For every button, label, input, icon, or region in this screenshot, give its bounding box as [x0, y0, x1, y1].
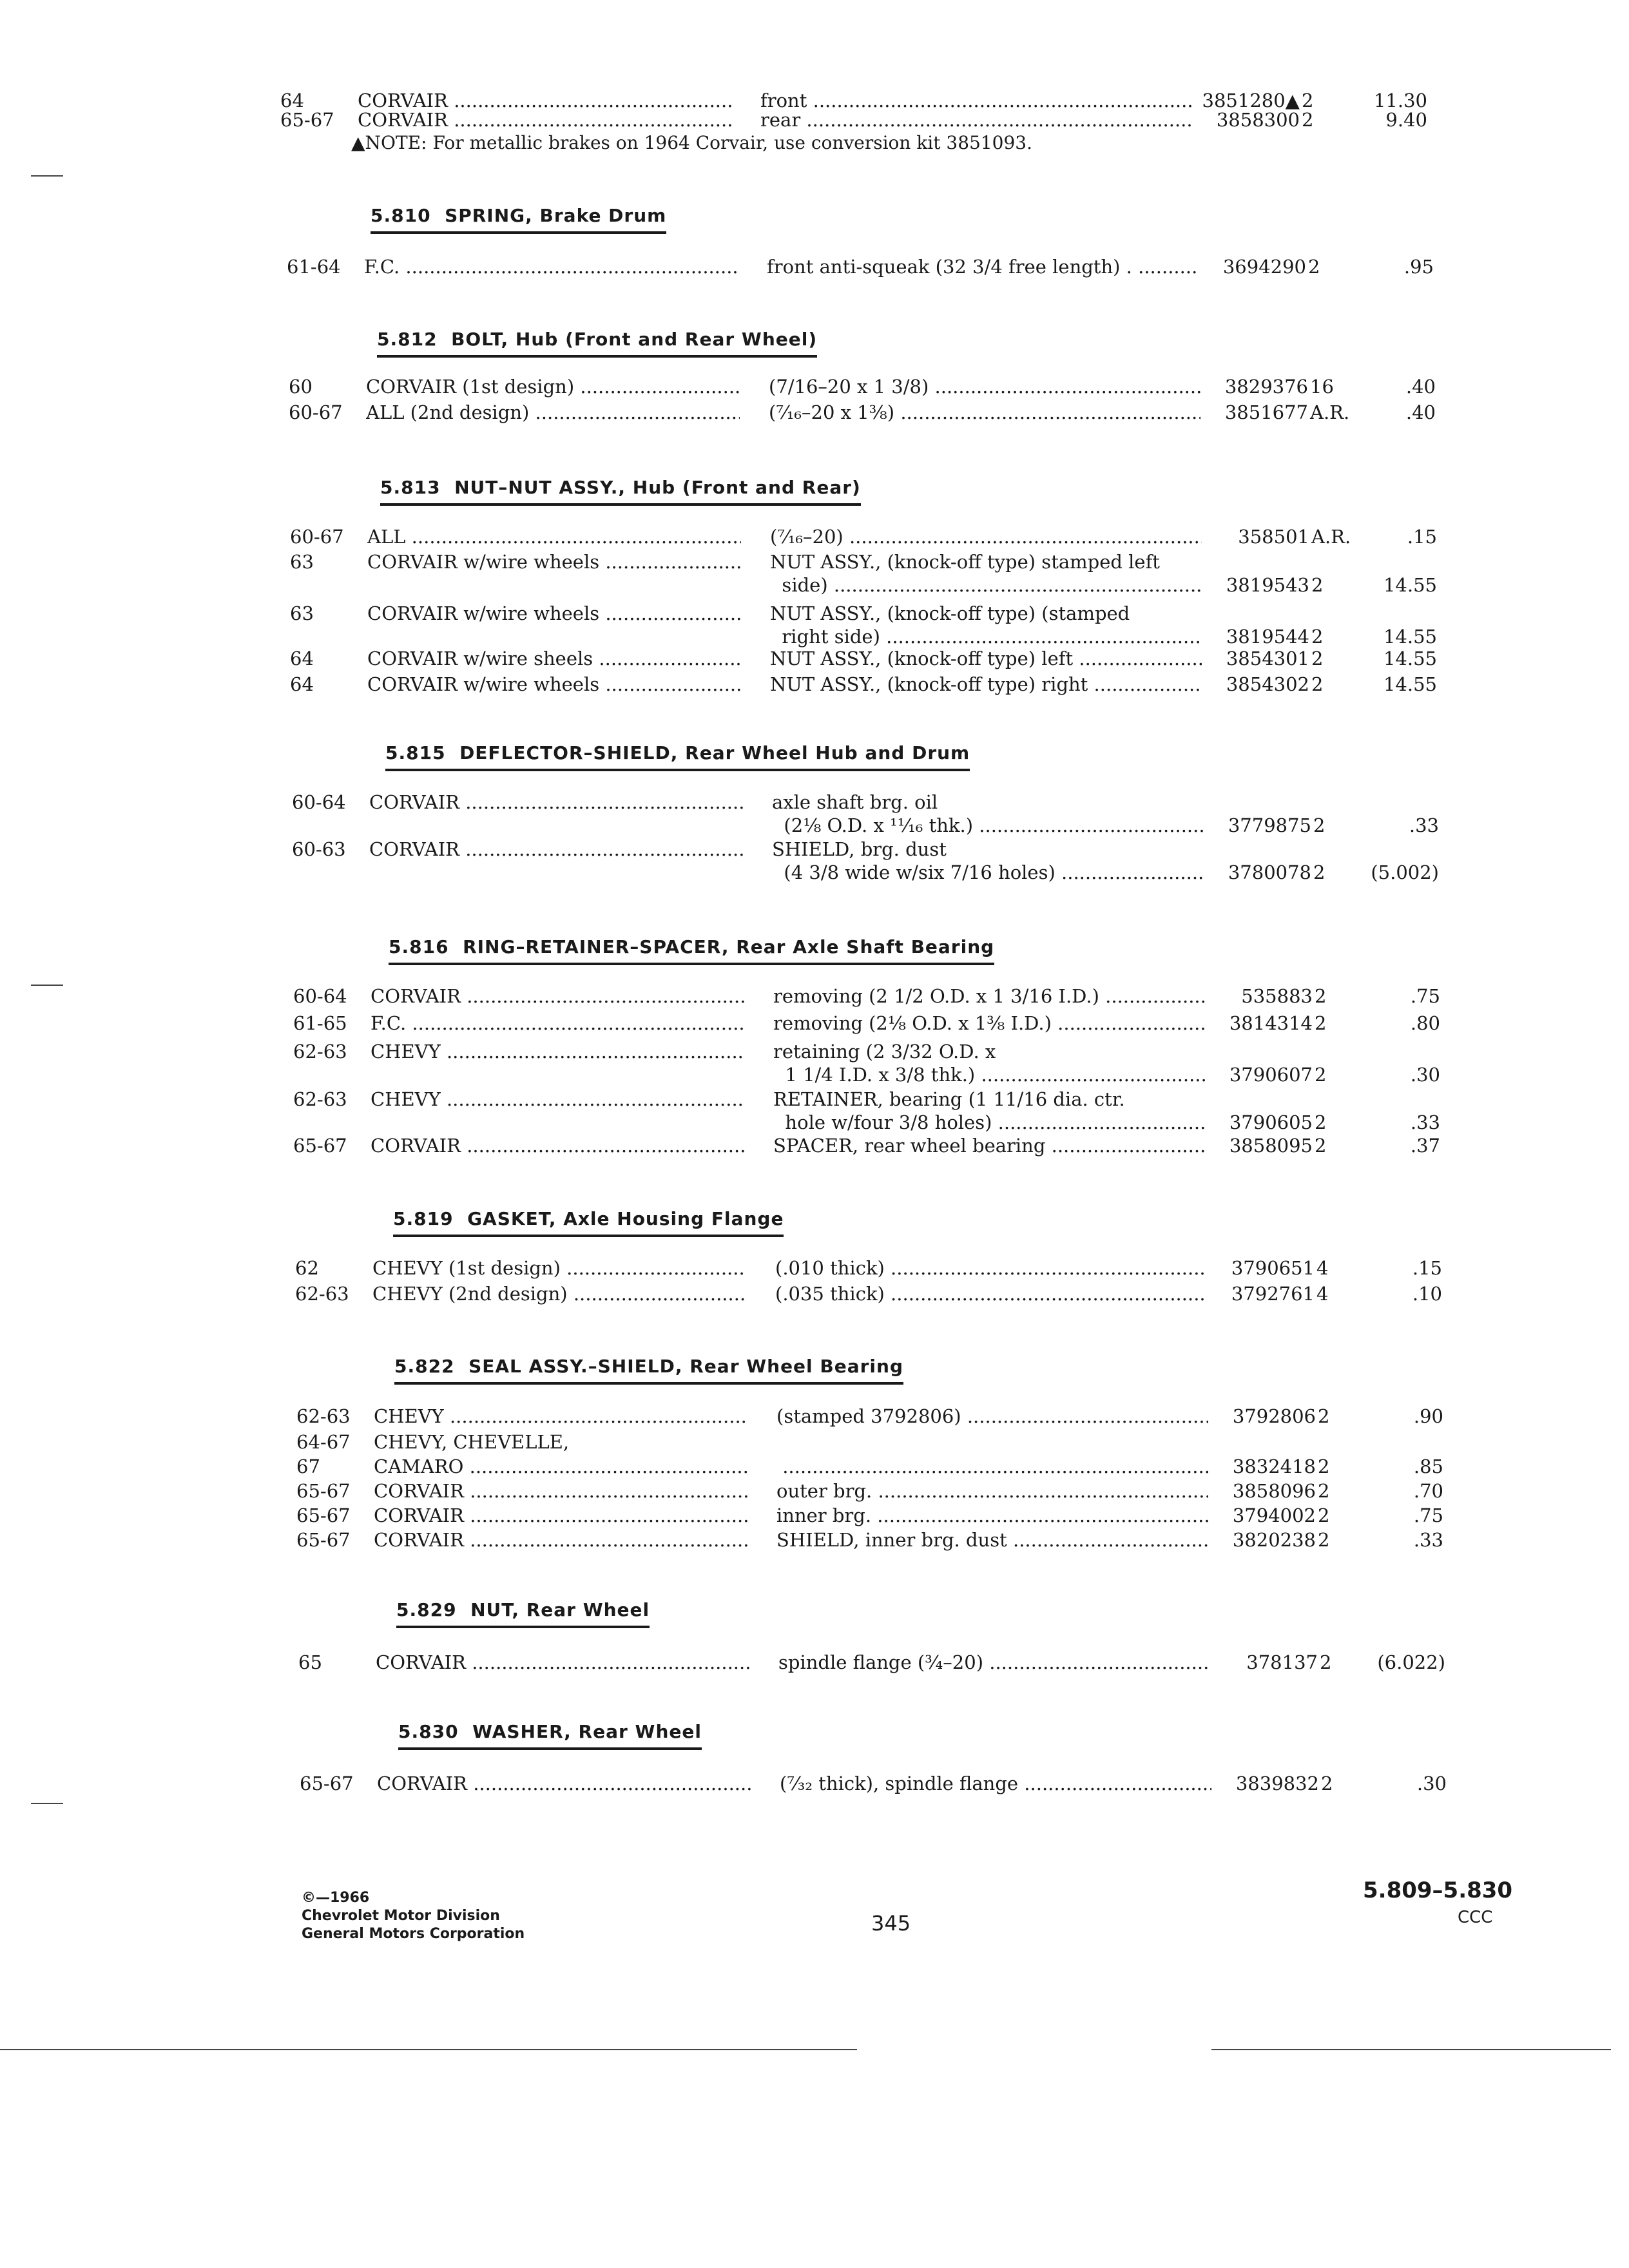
row-price: .75: [1410, 985, 1440, 1007]
section-header: 5.812 BOLT, Hub (Front and Rear Wheel): [377, 329, 817, 358]
row-model: CORVAIR (1st design) .....: [366, 375, 740, 398]
row-price: .40: [1405, 401, 1436, 423]
row-years: 63: [290, 602, 314, 624]
section-header: 5.830 WASHER, Rear Wheel: [398, 1721, 702, 1750]
row-part-number: 3851677: [1224, 401, 1308, 423]
row-model: CORVAIR w/wire sheels .....: [367, 647, 741, 670]
row-quantity: 2: [1321, 1773, 1333, 1794]
footer-corporation: General Motors Corporation: [302, 1926, 525, 1942]
row-model: CORVAIR .....: [371, 1134, 744, 1157]
row-model: CORVAIR .....: [371, 985, 744, 1008]
row-price: 9.40: [1385, 109, 1427, 131]
row-description: inner brg. .....: [776, 1504, 1208, 1527]
row-model: CHEVY, CHEVELLE,: [374, 1431, 570, 1453]
row-years: 62-63: [293, 1041, 347, 1062]
row-model: CORVAIR .....: [374, 1528, 747, 1552]
row-quantity: 2: [1320, 1651, 1332, 1673]
row-years: 65-67: [300, 1773, 354, 1794]
row-part-number: 3794002: [1232, 1504, 1316, 1526]
row-quantity: 2: [1315, 1111, 1327, 1133]
row-part-number: 358501: [1238, 526, 1309, 548]
row-description: 1 1/4 I.D. x 3/8 thk.) .....: [773, 1063, 1205, 1086]
row-model: ALL .....: [367, 525, 741, 548]
row-model: CHEVY .....: [374, 1405, 747, 1428]
page-number: 345: [871, 1911, 911, 1936]
row-quantity: 2: [1315, 1064, 1327, 1086]
row-price: 14.55: [1383, 626, 1437, 648]
row-description: SHIELD, brg. dust: [772, 838, 947, 860]
row-model: CORVAIR .....: [358, 108, 731, 131]
row-years: 62-63: [296, 1405, 351, 1427]
row-quantity: 2: [1308, 256, 1320, 278]
row-part-number: 3814314: [1229, 1012, 1313, 1034]
footer-copyright: ©—1966: [302, 1890, 370, 1906]
row-years: 64-67: [296, 1431, 351, 1453]
row-years: 60-64: [292, 791, 346, 813]
row-years: 67: [296, 1456, 320, 1477]
row-quantity: 2: [1318, 1405, 1330, 1427]
row-years: 60-67: [289, 401, 343, 423]
row-years: 64: [290, 648, 314, 669]
row-years: 60: [289, 376, 313, 398]
row-description: NUT ASSY., (knock-off type) (stamped: [770, 602, 1130, 624]
section-range: 5.809–5.830: [1363, 1878, 1513, 1903]
row-description: (2⅛ O.D. x ¹¹⁄₁₆ thk.) .....: [772, 814, 1204, 837]
row-quantity: 2: [1311, 648, 1324, 669]
row-price: .95: [1403, 256, 1434, 278]
row-part-number: 3819543: [1226, 574, 1309, 596]
row-description: axle shaft brg. oil: [772, 791, 938, 813]
margin-mark: [31, 175, 63, 177]
section-header: 5.829 NUT, Rear Wheel: [396, 1599, 650, 1628]
margin-mark: [31, 985, 63, 986]
row-description: removing (2 1/2 O.D. x 1 3/16 I.D.) .....: [773, 985, 1205, 1008]
row-price: 14.55: [1383, 574, 1437, 596]
bottom-rule-left: [0, 2049, 857, 2050]
row-quantity: 2: [1302, 109, 1314, 131]
row-price: .70: [1413, 1480, 1443, 1502]
row-quantity: 4: [1316, 1283, 1329, 1305]
row-part-number: 3829376: [1224, 376, 1308, 398]
row-part-number: 3694290: [1222, 256, 1306, 278]
row-description: (⁷⁄₁₆–20 x 1⅜) .....: [769, 401, 1200, 424]
row-model: ALL (2nd design) .....: [366, 401, 740, 424]
row-model: CORVAIR .....: [377, 1772, 751, 1795]
row-part-number: 3854301: [1226, 648, 1309, 669]
row-years: 65-67: [296, 1480, 351, 1502]
row-description: rear .....: [760, 108, 1192, 131]
row-model: CHEVY .....: [371, 1040, 744, 1063]
row-quantity: 2: [1313, 861, 1325, 883]
row-model: CHEVY .....: [371, 1088, 744, 1111]
row-price: .15: [1412, 1257, 1442, 1279]
section-header: 5.822 SEAL ASSY.–SHIELD, Rear Wheel Bearing: [394, 1356, 903, 1385]
row-quantity: 2: [1318, 1504, 1330, 1526]
row-description: hole w/four 3/8 holes) .....: [773, 1111, 1205, 1134]
row-part-number: 3820238: [1232, 1529, 1316, 1551]
row-part-number: 3780078: [1228, 861, 1311, 883]
row-description: [776, 1455, 1208, 1478]
row-price: .30: [1410, 1064, 1440, 1086]
footer-division: Chevrolet Motor Division: [302, 1908, 500, 1924]
row-description: RETAINER, bearing (1 11/16 dia. ctr.: [773, 1088, 1125, 1110]
row-quantity: A.R.: [1311, 526, 1351, 548]
row-description: right side) .....: [770, 625, 1202, 648]
row-model: F.C. .....: [371, 1012, 744, 1035]
row-model: CORVAIR .....: [374, 1504, 747, 1527]
row-quantity: 2: [1315, 1135, 1327, 1157]
row-description: (4 3/8 wide w/six 7/16 holes) .....: [772, 861, 1204, 884]
row-model: CHEVY (1st design) .....: [372, 1256, 746, 1280]
row-price: .80: [1410, 1012, 1440, 1034]
row-description: (.035 thick) .....: [775, 1282, 1207, 1305]
row-quantity: 16: [1310, 376, 1334, 398]
row-quantity: 2: [1315, 985, 1327, 1007]
row-price: .33: [1409, 814, 1439, 836]
row-years: 60-67: [290, 526, 344, 548]
row-model: CORVAIR .....: [374, 1479, 747, 1503]
row-part-number: 3790607: [1229, 1064, 1313, 1086]
row-model: CORVAIR w/wire wheels .....: [367, 550, 741, 573]
row-part-number: 3790651: [1231, 1257, 1315, 1279]
row-description: NUT ASSY., (knock-off type) right .....: [770, 673, 1202, 696]
row-part-number: 378137: [1246, 1651, 1318, 1673]
row-quantity: 2: [1318, 1456, 1330, 1477]
row-years: 65-67: [296, 1529, 351, 1551]
row-part-number: 3819544: [1226, 626, 1309, 648]
row-quantity: 4: [1316, 1257, 1329, 1279]
row-price: .30: [1416, 1773, 1447, 1794]
row-price: (6.022): [1377, 1651, 1445, 1673]
row-description: spindle flange (¾–20) .....: [778, 1651, 1210, 1674]
row-part-number: 3790605: [1229, 1111, 1313, 1133]
catalog-code: CCC: [1458, 1908, 1493, 1927]
margin-mark: [31, 1803, 63, 1804]
row-model: CORVAIR .....: [358, 89, 731, 112]
row-price: .10: [1412, 1283, 1442, 1305]
row-quantity: 2: [1302, 90, 1314, 111]
row-model: F.C. .....: [364, 255, 738, 278]
row-price: 14.55: [1383, 673, 1437, 695]
row-description: (stamped 3792806) .....: [776, 1405, 1208, 1428]
row-price: .85: [1413, 1456, 1443, 1477]
row-model: CORVAIR w/wire wheels .....: [367, 602, 741, 625]
row-description: removing (2⅛ O.D. x 1⅜ I.D.) .....: [773, 1012, 1205, 1035]
row-model: CORVAIR w/wire wheels .....: [367, 673, 741, 696]
bottom-rule-right: [1211, 2049, 1611, 2050]
row-description: front .....: [760, 89, 1192, 112]
row-description: SPACER, rear wheel bearing .....: [773, 1134, 1205, 1157]
row-price: .90: [1413, 1405, 1443, 1427]
row-model: CORVAIR .....: [376, 1651, 749, 1674]
row-model: CORVAIR .....: [369, 791, 743, 814]
row-part-number: 3858095: [1229, 1135, 1313, 1157]
row-quantity: 2: [1311, 626, 1324, 648]
row-price: 11.30: [1373, 90, 1427, 111]
row-price: (5.002): [1371, 861, 1439, 883]
row-description: retaining (2 3/32 O.D. x: [773, 1041, 996, 1062]
row-years: 62-63: [295, 1283, 349, 1305]
row-quantity: 2: [1311, 673, 1324, 695]
row-description: SHIELD, inner brg. dust .....: [776, 1528, 1208, 1552]
row-description: NUT ASSY., (knock-off type) left .....: [770, 647, 1202, 670]
row-description: (.010 thick) .....: [775, 1256, 1207, 1280]
row-years: 65-67: [293, 1135, 347, 1157]
row-years: 62-63: [293, 1088, 347, 1110]
row-years: 61-65: [293, 1012, 347, 1034]
row-price: .33: [1410, 1111, 1440, 1133]
row-description: (7/16–20 x 1 3/8) .....: [769, 375, 1200, 398]
row-description: (⁷⁄₁₆–20) .....: [770, 525, 1202, 548]
row-part-number: 3779875: [1228, 814, 1311, 836]
row-part-number: 3839832: [1235, 1773, 1319, 1794]
row-model: CHEVY (2nd design) .....: [372, 1282, 746, 1305]
row-years: 62: [295, 1257, 319, 1279]
section-header: 5.810 SPRING, Brake Drum: [371, 205, 666, 234]
row-price: .75: [1413, 1504, 1443, 1526]
row-description: NUT ASSY., (knock-off type) stamped left: [770, 551, 1160, 573]
row-years: 65: [298, 1651, 322, 1673]
row-years: 65-67: [296, 1504, 351, 1526]
row-model: CAMARO .....: [374, 1455, 747, 1478]
row-years: 60-64: [293, 985, 347, 1007]
row-years: 63: [290, 551, 314, 573]
row-part-number: 3858300: [1216, 109, 1300, 131]
row-part-number: 3851280▲: [1202, 90, 1300, 111]
section-header: 5.819 GASKET, Axle Housing Flange: [393, 1208, 784, 1237]
row-part-number: 3854302: [1226, 673, 1309, 695]
row-quantity: A.R.: [1310, 401, 1350, 423]
row-years: 64: [290, 673, 314, 695]
row-years: 64: [280, 90, 304, 111]
row-part-number: 3858096: [1232, 1480, 1316, 1502]
row-price: .37: [1410, 1135, 1440, 1157]
row-price: .33: [1413, 1529, 1443, 1551]
row-years: 65-67: [280, 109, 334, 131]
row-price: .40: [1405, 376, 1436, 398]
row-description: outer brg. .....: [776, 1479, 1208, 1503]
row-part-number: 535883: [1241, 985, 1313, 1007]
row-quantity: 2: [1315, 1012, 1327, 1034]
row-description: front anti-squeak (32 3/4 free length) . .....: [767, 255, 1199, 278]
row-part-number: 3832418: [1232, 1456, 1316, 1477]
row-description: (⁷⁄₃₂ thick), spindle flange .....: [780, 1772, 1211, 1795]
row-years: 60-63: [292, 838, 346, 860]
row-quantity: 2: [1318, 1480, 1330, 1502]
row-price: .15: [1407, 526, 1437, 548]
section-header: 5.813 NUT–NUT ASSY., Hub (Front and Rear): [380, 477, 861, 506]
section-header: 5.816 RING–RETAINER–SPACER, Rear Axle Shaft Bearing: [389, 936, 994, 965]
row-quantity: 2: [1313, 814, 1325, 836]
brake-note: ▲NOTE: For metallic brakes on 1964 Corvair, use conversion kit 3851093.: [351, 132, 1032, 153]
row-price: 14.55: [1383, 648, 1437, 669]
section-header: 5.815 DEFLECTOR–SHIELD, Rear Wheel Hub and Drum: [385, 742, 970, 771]
row-quantity: 2: [1311, 574, 1324, 596]
row-model: CORVAIR .....: [369, 838, 743, 861]
row-part-number: 3792806: [1232, 1405, 1316, 1427]
row-years: 61-64: [287, 256, 341, 278]
row-description: side) .....: [770, 573, 1202, 597]
row-part-number: 3792761: [1231, 1283, 1315, 1305]
row-quantity: 2: [1318, 1529, 1330, 1551]
